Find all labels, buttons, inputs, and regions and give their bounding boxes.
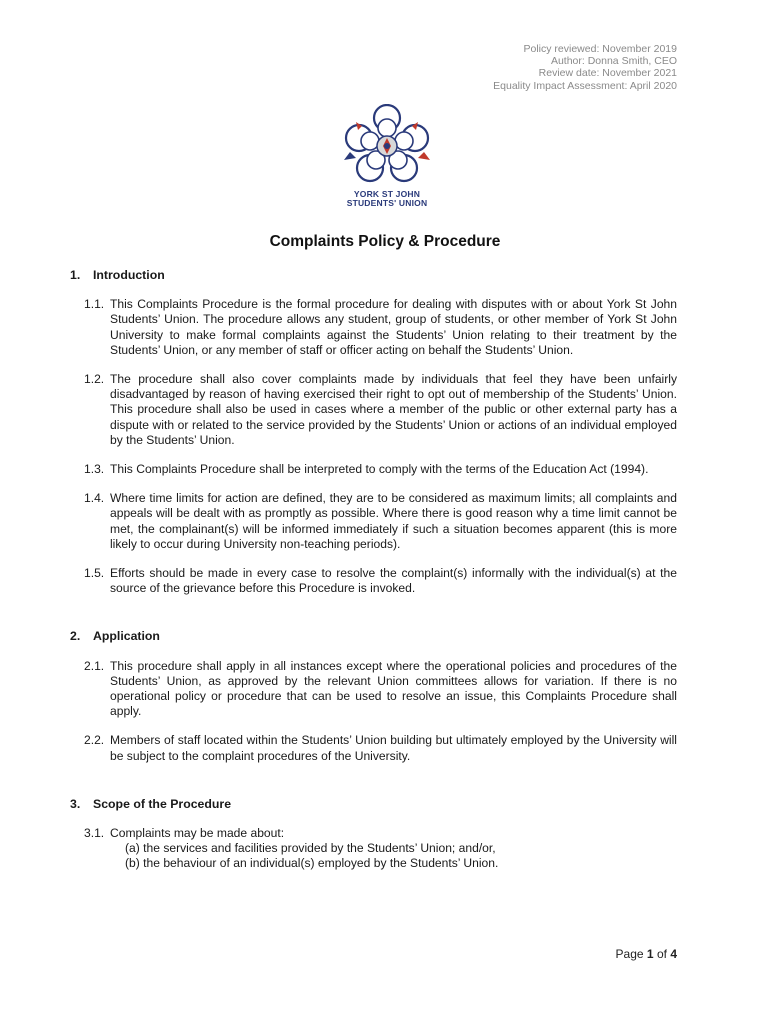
clause-text: Where time limits for action are defined, they are to be considered as maximum limits; all complaints and appeals will be dealt with as promptly as possible. Where there is good reason why a time limit cannot be met, the complainant(s) will be informed immediately if such a situation becomes apparent (this is more likely to occur during University non-teaching periods). [110, 491, 677, 551]
clause-number: 1.2. [84, 372, 105, 387]
clause [84, 491, 677, 552]
clause-text: Complaints may be made about: [110, 826, 285, 841]
clause [84, 566, 677, 596]
clause-number: 3.1. [84, 826, 105, 841]
clause-number: 1.1. [84, 297, 105, 312]
section-heading [70, 629, 677, 644]
clause [84, 297, 677, 358]
sub-clause: (a) the services and facilities provided by the Students’ Union; and/or, [125, 841, 496, 856]
union-logo [340, 104, 434, 208]
clause-text: This Complaints Procedure is the formal procedure for dealing with disputes with or about York St John Students’ Union. The procedure allows any student, group of students, or other member of York St John University to make formal complaints against the Students’ Union relating to their treatment by the Students’ Union, or any member of staff or officer acting on behalf the Students’ Union. [110, 297, 677, 357]
section-number: 3. [70, 796, 81, 811]
clause-text: The procedure shall also cover complaints made by individuals that feel they have been unfairly disadvantaged by reason of having exercised their right to opt out of membership of the Students’ Union. This procedure shall also be used in cases where a member of the public or other external party has a dispute with or related to the service provided by the Students’ Union or actions of an individual employed by the Students’ Union. [110, 372, 677, 447]
clause-text: This Complaints Procedure shall be interpreted to comply with the terms of the Education Act (1994). [110, 462, 649, 477]
section-heading [70, 797, 677, 812]
clause-text: Members of staff located within the Students’ Union building but ultimately employed by the University will be subject to the complaint procedures of the University. [110, 733, 677, 763]
logo-line-1: YORK ST JOHN [353, 189, 421, 199]
clause-number: 1.4. [84, 491, 105, 506]
clause [84, 462, 677, 477]
section-heading [70, 268, 677, 283]
clause-number: 2.2. [84, 733, 105, 748]
clause [84, 733, 677, 763]
document-body [70, 268, 677, 872]
clause-text: This procedure shall apply in all instances except where the operational policies and procedures of the Students’ Union, as approved by the relevant Union committees allows for variation. If there is no operational policy or procedure that can be used to resolve an issue, this Complaints Procedure shall apply. [110, 658, 677, 719]
document-metadata [493, 43, 677, 92]
clause-number: 1.5. [84, 566, 105, 581]
clause-number: 1.3. [84, 462, 105, 477]
page-label: Page [615, 947, 644, 961]
logo-line-2: STUDENTS' UNION [346, 198, 428, 208]
review-date: Review date: November 2021 [538, 67, 677, 80]
policy-reviewed: Policy reviewed: November 2019 [523, 43, 677, 55]
page-of-label: of [656, 947, 667, 961]
section-title: Scope of the Procedure [93, 796, 232, 811]
section-number: 2. [70, 629, 81, 644]
page-footer [616, 947, 677, 961]
clause-number: 2.1. [84, 658, 105, 673]
section-title: Introduction [93, 268, 165, 282]
clause [84, 372, 677, 448]
section-title: Application [93, 629, 160, 644]
clause-text: Efforts should be made in every case to resolve the complaint(s) informally with the individual(s) at the source of the grievance before this Procedure is invoked. [110, 566, 677, 596]
page-title: Complaints Policy & Procedure [269, 233, 501, 250]
page-number: 1 [646, 947, 654, 961]
clause [84, 659, 677, 720]
rose-emblem-icon [342, 104, 432, 184]
page-total: 4 [670, 947, 677, 961]
equality-assessment: Equality Impact Assessment: April 2020 [493, 79, 677, 92]
sub-clause: (b) the behaviour of an individual(s) employed by the Students’ Union. [125, 856, 499, 871]
clause [84, 826, 677, 841]
section-number: 1. [70, 268, 81, 282]
policy-author: Author: Donna Smith, CEO [550, 55, 677, 68]
